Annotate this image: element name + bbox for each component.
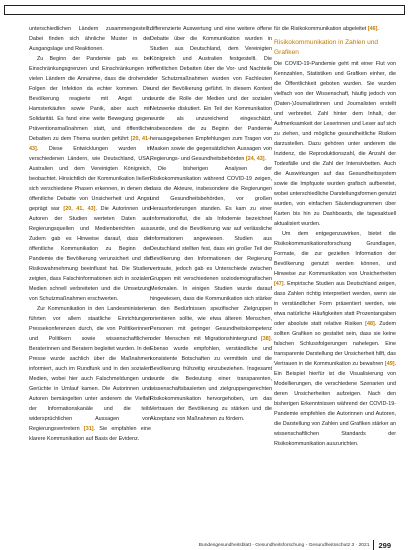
- paragraph: differenzierte Auswertung und eine weitere offene Debatte über die Kommunikation wurden in Studien aus Deutschland, dem Vereinigten Königreich und Australien festgestellt. Die öffentlichen Debatten über die Vor- und Nachteile der Schutzmaßnahmen wurden von Fachleuten und der Bevölkerung geführt. In diesem Kontext wurde die Rolle der Medien und der sozialen Netzwerke diskutiert. Ein Teil der Kommunikation wurde als unzureichend eingeschätzt, insbesondere die zu Beginn der Pandemie herausgegebenen Empfehlungen zum Tragen von Masken sowie die gegensätzlichen Aussagen von Regierungs- und Gesundheitsbehörden [24, 43].: [150, 26, 272, 162]
- paragraph: unterschiedlichen Ländern zusammengestellt. Dabei finden sich ähnliche Muster in der Ausgangslage und Reaktionen.: [29, 26, 151, 52]
- citation-link[interactable]: [48]: [365, 321, 375, 327]
- text-column-2: [150, 24, 272, 424]
- citation-link[interactable]: [38]: [260, 336, 271, 342]
- text-column-3: [274, 24, 396, 449]
- citation-link[interactable]: [46]: [367, 26, 378, 32]
- journal-citation: Bundesgesundheitsblatt - Gesundheitsforschung - Gesundheitsschutz 3 · 2021: [198, 542, 370, 548]
- paragraph: Zur Kommunikation in den Landesministerien führten vor allem staatliche Einrichtungen Pressekonferenzen durch, die von Politikerinnen und Politikern sowie wissenschaftlichen Beraterinnen und Beratern begleitet wurden. In der Presse wurde sachlich über die Maßnahmen informiert, auch im Rundfunk und in den sozialen Medien, wobei hier auch Falschmeldungen und Gerüchte in Umlauf kamen. Die Autorinnen und Autoren bemängelten unter anderem die Vielfalt der Informationskanäle und die teils widersprüchlichen Aussagen von Regierungsvertretern [31]. Sie empfahlen eine klarere Kommunikation auf Basis der Evidenz.: [29, 306, 151, 442]
- paragraph: Um dem entgegenzuwirken, bietet die Risikokommunikationsforschung Grundlagen, Formate, die zur gezielten Information der Bevölkerung genutzt werden können, und Hinweise zur Kommunikation von Unsicherheiten [47]. Empirische Studien aus Deutschland zeigen, dass Zahlen richtig interpretiert werden, wenn sie in verständlicher Form präsentiert werden, wie etwa natürliche Häufigkeiten statt Prozentangaben oder absolute statt relative Risiken [48]. Zudem sollten Grafiken so gestaltet sein, dass sie keine falschen Schlussfolgerungen nahelegen. Eine transparente Darstellung der Unsicherheit hilft, das Vertrauen in die Kommunikation zu bewahren [49]. Ein Beispiel hierfür ist die Visualisierung von Modellierungen, die verschiedene Szenarien und deren Unsicherheiten aufzeigen. Nach den bisherigen Erkenntnissen während der COVID-19-Pandemie empfehlen die Autorinnen und Autoren, die Darstellung von Zahlen und Grafiken stärker an wissenschaftlichen Standards der Risikokommunikation auszurichten.: [274, 231, 396, 447]
- page-number: 299: [378, 540, 391, 550]
- citation-link[interactable]: [31]: [83, 426, 94, 432]
- paragraph: Die bisherigen Analysen der Risikokommunikation während COVID-19 zeigen, dass die Akteure, insbesondere die Regierungen und Gesundheitsbehörden, vor großen Herausforderungen standen. Es kam zu einer Informationsflut, die als Infodemie bezeichnet wurde, und die Bevölkerung war auf verlässliche Informationen angewiesen. Studien aus Deutschland stellten fest, dass ein großer Teil der Bevölkerung den Informationen der Regierung vertraute, jedoch gab es Unterschiede zwischen Gruppen mit verschiedenen soziodemografischen Merkmalen. In einigen Studien wurde darauf hingewiesen, dass die Kommunikation sich stärker an den Bedürfnissen spezifischer Zielgruppen orientieren sollte, wie etwa älteren Menschen, Personen mit geringer Gesundheitskompetenz oder Menschen mit Migrationshintergrund [38]. Ebenso wurde empfohlen, verständliche und konsistente Botschaften zu vermitteln und die Bevölkerung frühzeitig einzubeziehen. Insgesamt wurde die Bedeutung einer transparenten, wissenschaftsbasierten und zielgruppengerechten Risikokommunikation hervorgehoben, um das Vertrauen der Bevölkerung zu stärken und die Akzeptanz von Maßnahmen zu fördern.: [150, 166, 272, 422]
- citation-link[interactable]: [24, 43]: [245, 156, 265, 162]
- paragraph: Die COVID-19-Pandemie geht mit einer Flut von Kennzahlen, Statistiken und Grafiken einher, die die Öffentlichkeit geboten wurden. Sie wurden vielfach von der Wissenschaft, häufig jedoch von (Daten-)Journalistinnen und Journalisten erstellt und verbreitet. Zahl hinter dem Inhalt, der Aufmerksamkeit der Leserinnen und Leser auf sich zu ziehen, und mögliche gesundheitliche Risiken darzustellen. Dazu gehören unter anderem die Inzidenz, die Reproduktionszahl, die Anzahl der Todesfälle und die Zahl der Intensivbetten. Auch die Auswirkungen auf das Gesundheitssystem sowie die Impfquote wurden grafisch aufbereitet, wobei unterschiedliche Darstellungsformen genutzt wurden, von einfachen Säulendiagrammen über Karten bis hin zu Dashboards, die tagesaktuell aktualisiert wurden.: [274, 61, 396, 227]
- paragraph: für die Risikokommunikation abgeleitet [46].: [274, 26, 379, 32]
- paragraph: Zu Beginn der Pandemie gab es bei Einschränkungsgrenzen und Einschränkungen in vielen Ländern die Annahme, dass die drohende Folgen der Infektion da echter kommen. Die Bevölkerung reagierte mit Angst und Hamsterkäufen sowie Panik, aber auch mit Solidarität. Es fand eine weite Bewegung gegen Präventionsmaßnahmen statt, und öffentliche Debatten zu dem Thema wurden geführt [20, 41–43]. Diese Entwicklungen wurden in verschiedenen Ländern, wie Deutschland, USA, Australien und dem Vereinigten Königreich, beobachtet. Hinsichtlich der Kommunikation ließen sich verschiedene Phasen erkennen, in denen die öffentliche Debatte von Unsicherheit und Angst geprägt war [20, 41, 43]. Die Autorinnen und Autoren der Studien werteten Daten aus Regierungsquellen und Medienberichten aus. Zudem gab es Hinweise darauf, dass die öffentliche Kommunikation zu Beginn der Pandemie die Bevölkerung verunsichert und die Risikowahrnehmung beeinflusst hat. Die Studien zeigten, dass Falschinformationen sich in sozialen Medien schnell verbreiteten und die Umsetzung von Schutzmaßnahmen erschwerten.: [29, 56, 152, 302]
- text-column-1: [29, 24, 151, 444]
- citation-link[interactable]: [20, 41, 43]: [63, 206, 96, 212]
- citation-link[interactable]: [49]: [384, 361, 395, 367]
- citation-link[interactable]: [47]: [274, 281, 284, 287]
- footer-divider: [373, 540, 374, 550]
- citation-link[interactable]: [20, 41–43]: [29, 136, 152, 152]
- header-rule-box: [4, 5, 405, 15]
- page-footer: [199, 540, 391, 550]
- section-heading: Risikokommunikation in Zahlen und Grafiken: [274, 39, 379, 56]
